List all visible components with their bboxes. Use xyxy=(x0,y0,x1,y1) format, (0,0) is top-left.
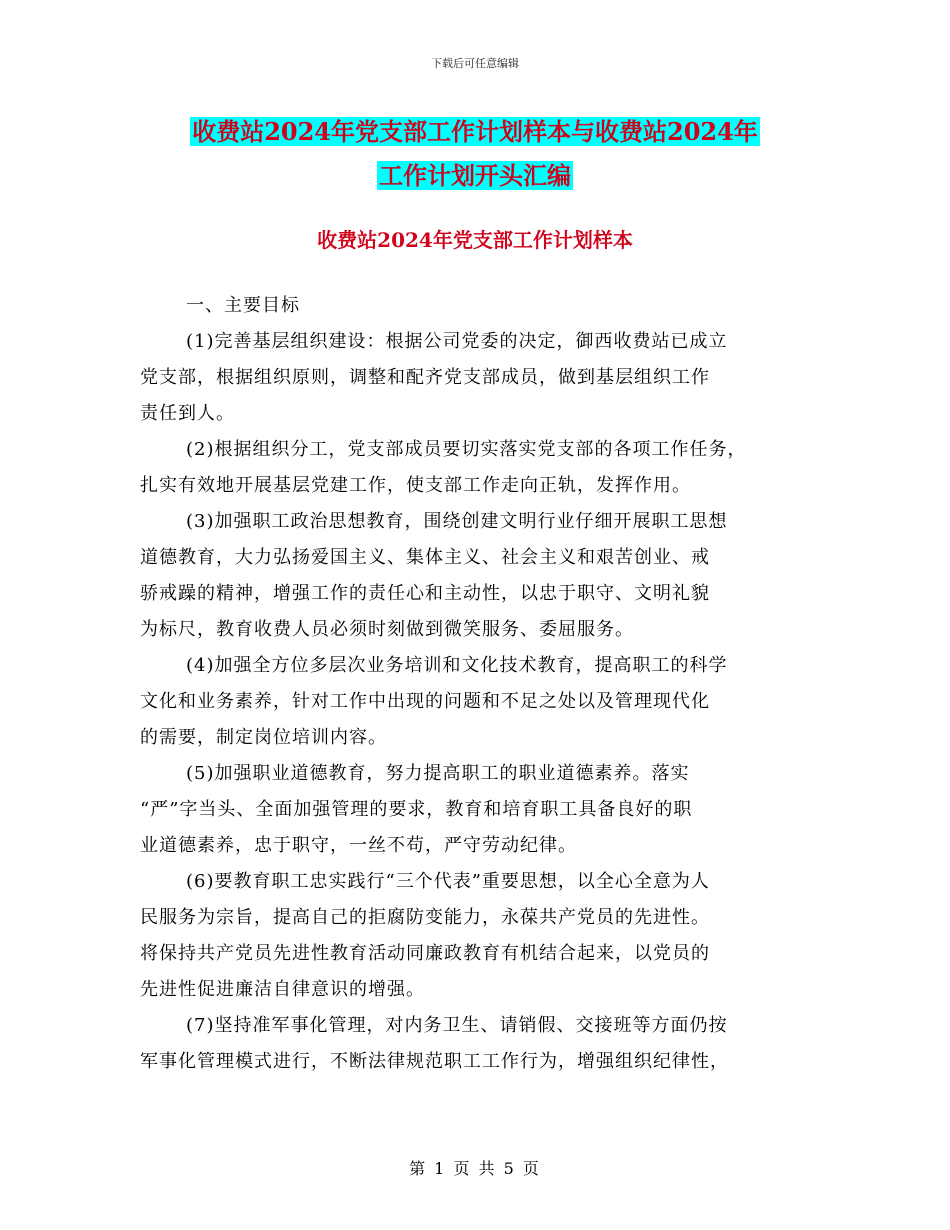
document-title xyxy=(0,110,950,198)
title-line-2 xyxy=(0,154,950,198)
body-text xyxy=(140,288,810,1080)
text-line: 先进性促进廉洁自律意识的增强。 xyxy=(140,979,425,1000)
text-line: 扎实有效地开展基层党建工作，使支部工作走向正轨，发挥作用。 xyxy=(140,475,691,496)
text-line: 道德教育，大力弘扬爱国主义、集体主义、社会主义和艰苦创业、戒 xyxy=(140,547,710,568)
text-line: (6)要教育职工忠实践行“三个代表”重要思想，以全心全意为人 xyxy=(186,871,710,892)
title-highlight: 工作计划开头汇编 xyxy=(379,161,571,190)
text-line: 为标尺，教育收费人员必须时刻做到微笑服务、委屈服务。 xyxy=(140,619,634,640)
text-line: (1)完善基层组织建设：根据公司党委的决定，御西收费站已成立 xyxy=(186,331,728,352)
text-line: “严”字当头、全面加强管理的要求，教育和培育职工具备良好的职 xyxy=(140,799,693,820)
text-line: (7)坚持准军事化管理，对内务卫生、请销假、交接班等方面仍按 xyxy=(186,1015,728,1036)
title-line-1 xyxy=(0,110,950,154)
text-line: 骄戒躁的精神，增强工作的责任心和主动性，以忠于职守、文明礼貌 xyxy=(140,583,710,604)
text-line: 业道德素养，忠于职守，一丝不苟，严守劳动纪律。 xyxy=(140,835,577,856)
text-line: 责任到人。 xyxy=(140,403,235,424)
text-line: (5)加强职业道德教育，努力提高职工的职业道德素养。落实 xyxy=(186,763,690,784)
text-line: (2)根据组织分工，党支部成员要切实落实党支部的各项工作任务， xyxy=(186,439,747,460)
title-highlight: 收费站2024年党支部工作计划样本与收费站2024年 xyxy=(192,117,758,146)
text-line: 文化和业务素养，针对工作中出现的问题和不足之处以及管理现代化 xyxy=(140,691,710,712)
text-line: 党支部，根据组织原则，调整和配齐党支部成员，做到基层组织工作 xyxy=(140,367,710,388)
text-line: 民服务为宗旨，提高自己的拒腐防变能力，永葆共产党员的先进性。 xyxy=(140,907,710,928)
text-line: (4)加强全方位多层次业务培训和文化技术教育，提高职工的科学 xyxy=(186,655,728,676)
text-line: 的需要，制定岗位培训内容。 xyxy=(140,727,387,748)
text-line: (3)加强职工政治思想教育，围绕创建文明行业仔细开展职工思想 xyxy=(186,511,728,532)
text-line: 一、主要目标 xyxy=(186,295,300,316)
text-line: 军事化管理模式进行，不断法律规范职工工作行为，增强组织纪律性， xyxy=(140,1051,729,1072)
header-note: 下载后可任意编辑 xyxy=(431,57,519,70)
section-title: 收费站2024年党支部工作计划样本 xyxy=(317,228,633,252)
page-footer: 第 1 页 共 5 页 xyxy=(409,1159,541,1178)
text-line: 将保持共产党员先进性教育活动同廉政教育有机结合起来，以党员的 xyxy=(140,943,710,964)
